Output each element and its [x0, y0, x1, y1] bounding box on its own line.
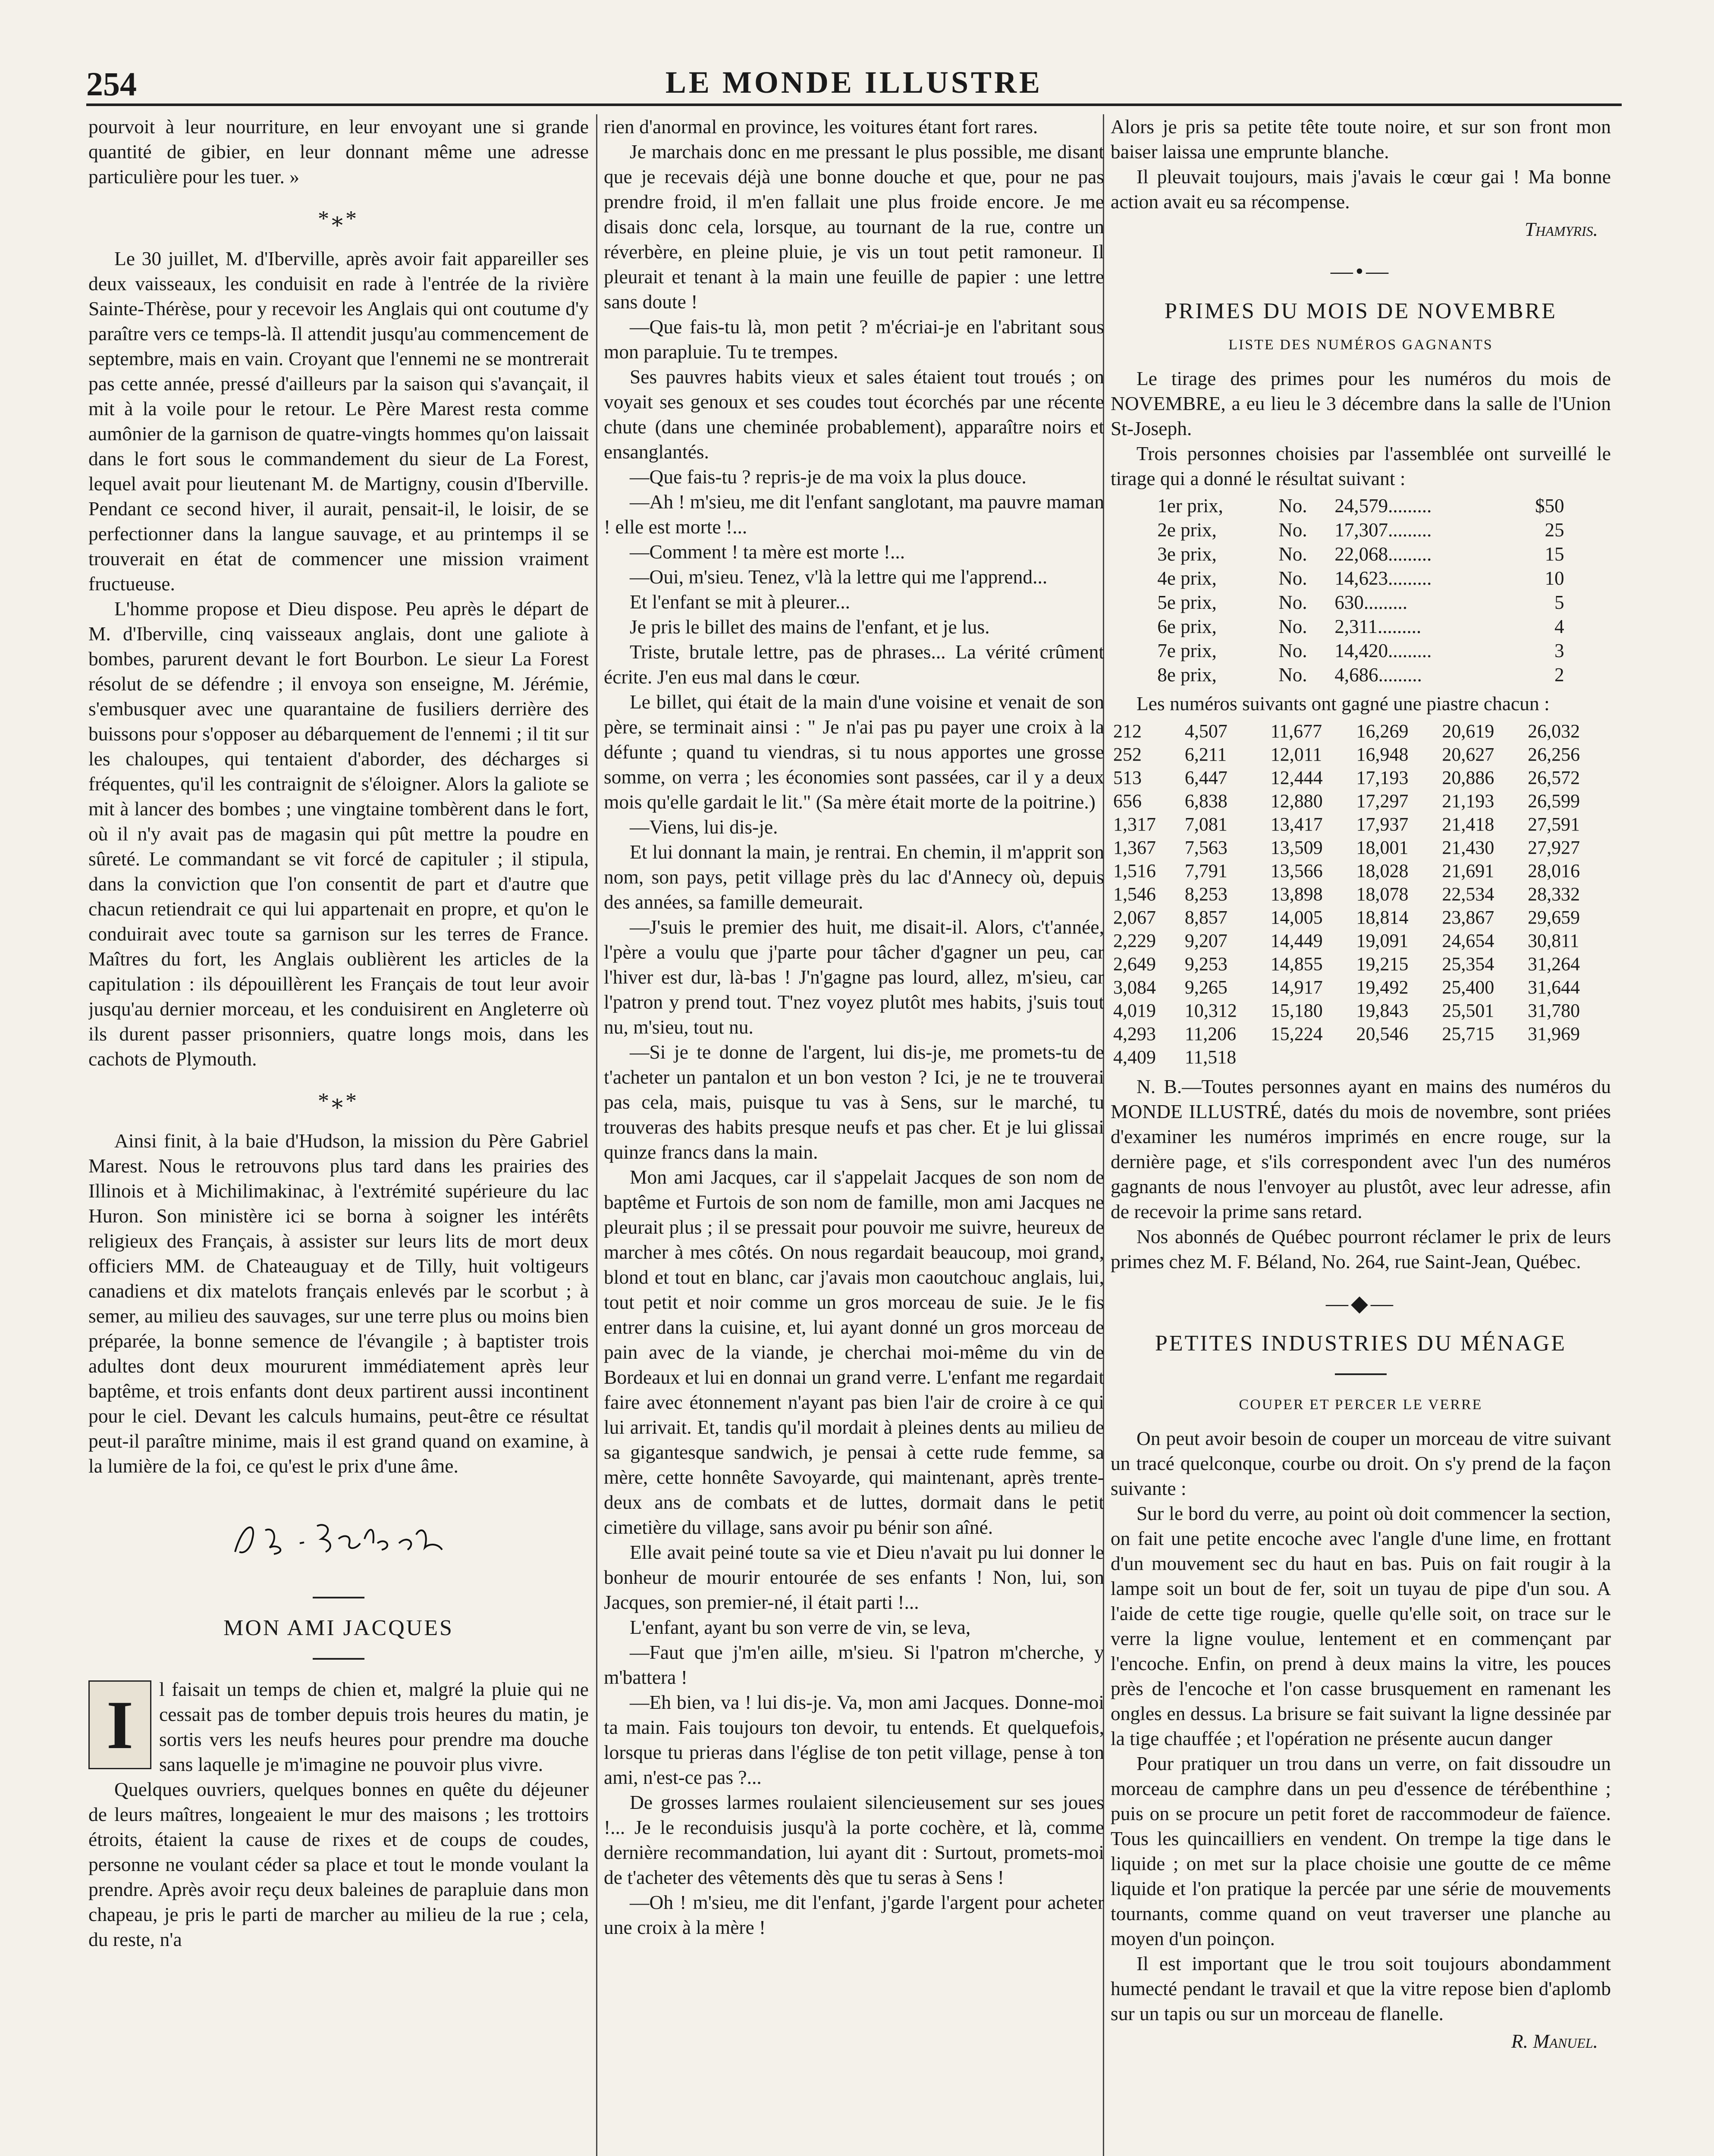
numbers-row — [1111, 813, 1611, 836]
divider — [313, 1597, 364, 1598]
winning-number: 23,867 — [1442, 907, 1494, 928]
prize-amount: 5 — [1554, 592, 1564, 613]
primes-title: PRIMES DU MOIS DE NOVEMBRE — [1164, 299, 1557, 323]
winning-number: 2,229 — [1113, 930, 1156, 951]
paragraph: Je pris le billet des mains de l'enfant, et je lus. — [630, 616, 990, 638]
winning-number: 19,215 — [1356, 953, 1409, 975]
prize-rank: 3e prix, — [1157, 543, 1217, 565]
winning-number: 6,447 — [1184, 767, 1227, 788]
paragraph: Je marchais donc en me pressant le plus possible, me disant que je recevais déjà une bonne douche et que, pour ne pas prendre froid, il m'en fallait une plus froide encore. Je me disais donc cela, lorsque, au tournant de la rue, contre un réverbère, en pleine pluie, je vis un tout petit ramoneur. Il pleurait et tenant à la main une feuille de papier : une lettre sans doute ! — [604, 141, 1104, 313]
winning-number: 20,546 — [1356, 1023, 1409, 1044]
winning-number: 4,507 — [1184, 721, 1227, 742]
winning-number: 12,011 — [1270, 744, 1322, 765]
page-number: 254 — [86, 65, 137, 103]
paragraph: Mon ami Jacques, car il s'appelait Jacques de son nom de baptême et Furtois de son nom de famille, mon ami Jacques ne pleurait plus ; il se pressait pour pouvoir me suivre, heureux de marcher à mes côtés. On nous regardait beaucoup, moi grand, blond et tout en blanc, car j'avais mon caoutchouc anglais, lui, tout petit et noir comme un gros morceau de suie. Je le fis entrer dans la cuisine, et, lui ayant donné un gros morceau de pain avec de la viande, je cherchai moi-même du vin de Bordeaux et lui en donnai un grand verre. L'enfant me regardait faire avec étonnement n'ayant pas bien l'air de croire à ce qui lui arrivait. Et, tandis qu'il mordait à pleines dents au milieu de sa gigantesque sandwich, je pensai à cette rude femme, sa mère, cette honnête Savoyarde, qui maintenant, après trente-deux ans de combats et de luttes, dormait dans le petit cimetière du village, sans avoir pu bénir son aîné. — [604, 1166, 1104, 1538]
winning-number: 17,193 — [1356, 767, 1409, 788]
winning-number — [1525, 1046, 1611, 1069]
winning-number: 27,927 — [1528, 837, 1580, 858]
winning-number: 20,886 — [1442, 767, 1494, 788]
prize-no-label: No. — [1278, 592, 1307, 613]
winning-number: 9,253 — [1184, 953, 1227, 975]
drop-cap — [88, 1680, 151, 1769]
winning-number: 24,654 — [1442, 930, 1494, 951]
paragraph: —Viens, lui dis-je. — [630, 816, 778, 838]
winning-number: 513 — [1113, 767, 1142, 788]
column-2 — [604, 114, 1104, 2156]
winning-number: 29,659 — [1528, 907, 1580, 928]
industries-title: PETITES INDUSTRIES DU MÉNAGE — [1155, 1331, 1567, 1356]
author-name: Thamyris. — [1525, 218, 1598, 240]
prize-row — [1155, 614, 1566, 639]
winning-number: 26,599 — [1528, 790, 1580, 812]
winning-numbers-table — [1111, 720, 1611, 1069]
page-header — [86, 52, 1622, 103]
prize-row — [1155, 663, 1566, 687]
signature-image — [226, 1513, 451, 1565]
winning-number: 18,028 — [1356, 860, 1409, 881]
numbers-row — [1111, 836, 1611, 859]
winning-number: 11,206 — [1184, 1023, 1237, 1044]
prize-amount: 2 — [1554, 664, 1564, 686]
winning-number — [1354, 1046, 1440, 1069]
prize-row — [1155, 518, 1566, 542]
prize-number: 2,311......... — [1334, 616, 1422, 637]
winning-number: 4,293 — [1113, 1023, 1156, 1044]
winning-number: 12,444 — [1270, 767, 1323, 788]
paragraph: Et lui donnant la main, je rentrai. En chemin, il m'apprit son nom, son pays, petit village près du lac d'Annecy où, depuis des années, sa famille demeurait. — [604, 841, 1104, 913]
paragraph: Triste, brutale lettre, pas de phrases... La vérité crûment écrite. J'en eus mal dans le cœur. — [604, 641, 1104, 688]
paragraph: l faisait un temps de chien et, malgré la pluie qui ne cessait pas de tomber depuis trois heures du matin, je sortis vers les neufs heures pour prendre ma douche sans laquelle je m'imagine ne pouvoir plus vivre. — [159, 1678, 589, 1775]
winning-number: 27,591 — [1528, 814, 1580, 835]
winning-number: 6,838 — [1184, 790, 1227, 812]
prize-row — [1155, 494, 1566, 518]
paragraph: —Faut que j'm'en aille, m'sieu. Si l'patron m'cherche, y m'battera ! — [604, 1641, 1104, 1688]
numbers-row — [1111, 790, 1611, 813]
winning-number: 26,032 — [1528, 721, 1580, 742]
winning-number: 26,572 — [1528, 767, 1580, 788]
winning-number: 16,269 — [1356, 721, 1409, 742]
prize-no-label: No. — [1278, 616, 1307, 637]
winning-number: 8,253 — [1184, 884, 1227, 905]
ornament-divider: —•— — [1330, 259, 1391, 284]
winning-number — [1439, 1046, 1525, 1069]
numbers-row — [1111, 720, 1611, 743]
winning-number: 14,855 — [1270, 953, 1323, 975]
winning-number: 14,449 — [1270, 930, 1323, 951]
winning-number: 28,332 — [1528, 884, 1580, 905]
winning-number: 1,546 — [1113, 884, 1156, 905]
winning-number: 31,969 — [1528, 1023, 1580, 1044]
winning-number: 16,948 — [1356, 744, 1409, 765]
paragraph: —Que fais-tu ? repris-je de ma voix la plus douce. — [630, 466, 1027, 488]
prize-number: 630......... — [1334, 592, 1408, 613]
winning-number: 7,563 — [1184, 837, 1227, 858]
winning-number: 7,791 — [1184, 860, 1227, 881]
drop-cap-letter: I — [106, 1686, 134, 1763]
paragraph: Elle avait peiné toute sa vie et Dieu n'avait pu lui donner le bonheur de mourir entourée de ses enfants ! Non, lui, son Jacques, son premier-né, il était parti !... — [604, 1541, 1104, 1613]
paragraph: L'homme propose et Dieu dispose. Peu après le départ de M. d'Iberville, cinq vaisseaux anglais, dont une galiote à bombes, parurent devant le fort Bourbon. Le sieur La Forest résolut de se défendre ; il envoya son enseigne, M. Jérémie, s'embusquer avec une quarantaine de fusiliers derrière des buissons pour s'opposer au débarquement de l'ennemi ; il tit sur les chaloupes, qui tentaient d'aborder, des décharges si fréquentes, qu'il les contraignit de s'éloigner. Alors la galiote se mit à lancer des bombes ; une vingtaine tombèrent dans le fort, où il n'y avait pas de magasin qui pût mettre la poudre en sûreté. Le commandant se vit forcé de capituler ; il stipula, dans la conviction que l'on consentit de part et d'autre que chacun retiendrait ce qui lui appartenait en propre, et qu'on le conduirait avec toute sa garnison sur les terres de France. Maîtres du fort, les Anglais oublièrent les articles de la capitulation : ils dépouillèrent les Français de tout leur avoir jusqu'au dernier morceau, et les conduisirent en Angleterre où ils durent passer prisonniers, quatre longs mois, dans les cachots de Plymouth. — [88, 598, 589, 1070]
handwritten-signature — [88, 1513, 589, 1571]
prize-rank: 1er prix, — [1157, 495, 1223, 517]
story-title: MON AMI JACQUES — [223, 1616, 454, 1640]
winning-number: 1,367 — [1113, 837, 1156, 858]
paragraph: Sur le bord du verre, au point où doit commencer la section, on fait une petite encoche avec l'angle d'une lime, en frottant d'un mouvement sec du haut en bas. Puis on fait rougir à la lampe soit un bout de fer, soit un tuyau de pipe d'un sou. A l'aide de cette tige rougie, quelle qu'elle soit, on trace sur le verre la ligne voulue, lentement et en commençant par l'encoche. Enfin, on prend à deux mains la vitre, les pouces près de l'encoche et l'on casse brusquement en ramenant les ongles en dessus. La brisure se fait suivant la ligne dessinée par la tige chauffée ; et l'opération ne présente aucun danger — [1111, 1502, 1611, 1749]
paragraph: Ainsi finit, à la baie d'Hudson, la mission du Père Gabriel Marest. Nous le retrouvons plus tard dans les prairies des Illinois et à Michilimakinac, à l'extrémité supérieure du lac Huron. Son ministère ici se borna à soigner les intérêts religieux des Français, à assister sur leurs lits de mort deux officiers MM. de Chateauguay et de Tilly, huit voltigeurs canadiens et dix matelots français enlevés par le scorbut ; à semer, au milieu des sauvages, sur une terre plus ou moins bien préparée, la bonne semence de l'évangile ; à baptister trois adultes dont deux moururent immédiatement après leur baptême, et trois enfants dont deux partirent aussi incontinent pour le ciel. Devant les calculs humains, peut-être ce résultat peut-il paraître minime, mais il est grand quand on examine, à la lumière de la foi, ce qu'est le prix d'une âme. — [88, 1130, 589, 1477]
winning-number: 31,644 — [1528, 977, 1580, 998]
prize-number: 14,420......... — [1334, 640, 1432, 661]
winning-number: 14,917 — [1270, 977, 1323, 998]
prize-number: 24,579......... — [1334, 495, 1432, 517]
prize-row — [1155, 590, 1566, 614]
header-rule — [86, 103, 1622, 106]
winning-number: 13,509 — [1270, 837, 1323, 858]
paragraph: Le tirage des primes pour les numéros du mois de NOVEMBRE, a eu lieu le 3 décembre dans la salle de l'Union St-Joseph. — [1111, 367, 1611, 439]
winning-number: 31,780 — [1528, 1000, 1580, 1021]
prize-amount: 4 — [1554, 616, 1564, 637]
winning-number: 13,566 — [1270, 860, 1323, 881]
winning-number: 11,518 — [1184, 1047, 1237, 1068]
prize-row — [1155, 542, 1566, 566]
winning-number: 22,534 — [1442, 884, 1494, 905]
winning-number: 18,078 — [1356, 884, 1409, 905]
prize-amount: 10 — [1544, 567, 1564, 589]
prize-row — [1155, 639, 1566, 663]
winning-number: 656 — [1113, 790, 1142, 812]
paragraph: Les numéros suivants ont gagné une piastre chacun : — [1136, 693, 1550, 714]
winning-number: 30,811 — [1528, 930, 1579, 951]
winning-number: 7,081 — [1184, 814, 1227, 835]
winning-number: 8,857 — [1184, 907, 1227, 928]
paragraph: On peut avoir besoin de couper un morceau de vitre suivant un tracé quelconque, courbe ou droit. On s'y prend de la façon suivante : — [1111, 1427, 1611, 1499]
paragraph: Nos abonnés de Québec pourront réclamer le prix de leurs primes chez M. F. Béland, No. 264, rue Saint-Jean, Québec. — [1111, 1225, 1611, 1272]
ornament-divider: —◆— — [1326, 1291, 1396, 1316]
column-divider — [596, 114, 597, 2156]
primes-subtitle: LISTE DES NUMÉROS GAGNANTS — [1228, 337, 1493, 353]
prize-number: 14,623......... — [1334, 567, 1432, 589]
paragraph: rien d'anormal en province, les voitures étant fort rares. — [604, 116, 1038, 138]
winning-number: 20,619 — [1442, 721, 1494, 742]
prize-number: 22,068......... — [1334, 543, 1432, 565]
winning-number: 25,400 — [1442, 977, 1494, 998]
numbers-row — [1111, 743, 1611, 766]
winning-number: 25,354 — [1442, 953, 1494, 975]
masthead: LE MONDE ILLUSTRE — [665, 65, 1043, 100]
prize-no-label: No. — [1278, 495, 1307, 517]
winning-number: 252 — [1113, 744, 1142, 765]
winning-number: 17,937 — [1356, 814, 1409, 835]
prize-row — [1155, 566, 1566, 590]
prize-number: 4,686......... — [1334, 664, 1422, 686]
winning-number: 31,264 — [1528, 953, 1580, 975]
winning-number: 17,297 — [1356, 790, 1409, 812]
paragraph: —Eh bien, va ! lui dis-je. Va, mon ami Jacques. Donne-moi ta main. Fais toujours ton devoir, tu entends. Et quelquefois, lorsque tu prieras dans l'église de ton petit village, pense à ton ami, n'est-ce pas ?... — [604, 1691, 1104, 1788]
winning-number: 4,019 — [1113, 1000, 1156, 1021]
winning-number: 19,492 — [1356, 977, 1409, 998]
prize-no-label: No. — [1278, 519, 1307, 541]
paragraph: De grosses larmes roulaient silencieusement sur ses joues !... Je le reconduisis jusqu'à la porte cochère, et là, comme dernière recommandation, lui ayant dit : Surtout, promets-moi de t'acheter des vêtements dès que tu seras à Sens ! — [604, 1791, 1104, 1888]
winning-number: 19,843 — [1356, 1000, 1409, 1021]
winning-number: 21,430 — [1442, 837, 1494, 858]
winning-number: 26,256 — [1528, 744, 1580, 765]
prize-amount: $50 — [1535, 495, 1564, 517]
paragraph: N. B.—Toutes personnes ayant en mains des numéros du MONDE ILLUSTRÉ, datés du mois de novembre, sont priées d'examiner les numéros imprimés en encre rouge, sur la dernière page, et s'ils correspondent avec l'un des numéros gagnants de nous l'envoyer au plustôt, avec leur adresse, afin de recevoir la prime sans retard. — [1111, 1075, 1611, 1222]
prize-amount: 3 — [1554, 640, 1564, 661]
paragraph: Ses pauvres habits vieux et sales étaient tout troués ; on voyait ses genoux et ses coudes tout écorchés par une récente chute (dans une cheminée probablement), apparaître noirs et ensanglantés. — [604, 366, 1104, 463]
divider — [313, 1658, 364, 1660]
asterism: *⁎* — [318, 207, 359, 231]
paragraph: Et l'enfant se mit à pleurer... — [630, 591, 851, 613]
winning-number: 20,627 — [1442, 744, 1494, 765]
paragraph: —Oui, m'sieu. Tenez, v'là la lettre qui me l'apprend... — [630, 566, 1048, 588]
paragraph: Il est important que le trou soit toujours abondamment humecté pendant le travail et que la vitre repose bien d'aplomb sur un tapis ou sur un morceau de flanelle. — [1111, 1952, 1611, 2024]
industries-subtitle: COUPER ET PERCER LE VERRE — [1239, 1397, 1483, 1413]
prize-amount: 15 — [1544, 543, 1564, 565]
winning-number: 21,691 — [1442, 860, 1494, 881]
numbers-row — [1111, 976, 1611, 999]
winning-number: 212 — [1113, 721, 1142, 742]
winning-number: 13,417 — [1270, 814, 1323, 835]
winning-number: 10,312 — [1184, 1000, 1237, 1021]
prize-no-label: No. — [1278, 567, 1307, 589]
prize-rank: 8e prix, — [1157, 664, 1217, 686]
winning-number: 25,715 — [1442, 1023, 1494, 1044]
paragraph: Il pleuvait toujours, mais j'avais le cœur gai ! Ma bonne action avait eu sa récompense. — [1111, 166, 1611, 213]
paragraph: Pour pratiquer un trou dans un verre, on fait dissoudre un morceau de camphre dans un peu d'essence de térébenthine ; puis on se procure un petit foret de raccommodeur de faïence. Tous les quincailliers en vendent. On trempe la tige dans le liquide ; on met sur la place choisie une goutte de ce même liquide et l'on pratique la percée par une série de mouvements tournants, comme quand on veut traverser une planche au moyen d'un poinçon. — [1111, 1752, 1611, 1949]
numbers-row — [1111, 999, 1611, 1022]
prize-rank: 2e prix, — [1157, 519, 1217, 541]
paragraph: Alors je pris sa petite tête toute noire, et sur son front mon baiser laissa une emprunte blanche. — [1111, 116, 1611, 163]
winning-number: 21,193 — [1442, 790, 1494, 812]
prize-number: 17,307......... — [1334, 519, 1432, 541]
winning-number: 9,207 — [1184, 930, 1227, 951]
prize-no-label: No. — [1278, 543, 1307, 565]
paragraph: pourvoit à leur nourriture, en leur envoyant une si grande quantité de gibier, en leur donnant même une adresse particulière pour les tuer. » — [88, 116, 589, 188]
paragraph: Quelques ouvriers, quelques bonnes en quête du déjeuner de leurs maîtres, longeaient le mur des maisons ; les trottoirs étroits, étaient la cause de rixes et de coups de coudes, personne ne voulant céder sa place et tout le monde voulant la prendre. Après avoir reçu deux baleines de parapluie dans mon chapeau, je pris le parti de marcher au milieu de la rue ; cela, du reste, n'a — [88, 1778, 589, 1950]
numbers-row — [1111, 766, 1611, 790]
prize-table — [1155, 494, 1566, 687]
numbers-row — [1111, 906, 1611, 929]
numbers-row — [1111, 883, 1611, 906]
winning-number: 12,880 — [1270, 790, 1323, 812]
winning-number — [1268, 1046, 1354, 1069]
prize-rank: 7e prix, — [1157, 640, 1217, 661]
winning-number: 3,084 — [1113, 977, 1156, 998]
divider — [1335, 1373, 1387, 1375]
paragraph: L'enfant, ayant bu son verre de vin, se leva, — [630, 1616, 971, 1638]
paragraph: —Ah ! m'sieu, me dit l'enfant sanglotant, ma pauvre maman ! elle est morte !... — [604, 491, 1104, 538]
winning-number: 28,016 — [1528, 860, 1580, 881]
paragraph: Le billet, qui était de la main d'une voisine et venait de son père, se terminait ainsi : " Je n'ai pas pu payer une croix à la défunte ; quand tu viendras, si tu nous apportes une grosse somme, on verra ; les économies sont passées, car il y a deux mois qu'elle gardait le lit." (Sa mère était morte de la poitrine.) — [604, 691, 1104, 813]
prize-no-label: No. — [1278, 640, 1307, 661]
winning-number: 2,067 — [1113, 907, 1156, 928]
winning-number: 1,516 — [1113, 860, 1156, 881]
winning-number: 21,418 — [1442, 814, 1494, 835]
winning-number: 18,001 — [1356, 837, 1409, 858]
winning-number: 9,265 — [1184, 977, 1227, 998]
numbers-row — [1111, 1046, 1611, 1069]
paragraph: —Comment ! ta mère est morte !... — [630, 541, 905, 563]
winning-number: 6,211 — [1184, 744, 1227, 765]
winning-number: 15,180 — [1270, 1000, 1323, 1021]
numbers-row — [1111, 859, 1611, 883]
prize-no-label: No. — [1278, 664, 1307, 686]
numbers-row — [1111, 929, 1611, 953]
numbers-row — [1111, 953, 1611, 976]
prize-amount: 25 — [1544, 519, 1564, 541]
winning-number: 1,317 — [1113, 814, 1156, 835]
column-3 — [1111, 114, 1611, 2156]
winning-number: 4,409 — [1113, 1047, 1156, 1068]
paragraph: —Si je te donne de l'argent, lui dis-je, me promets-tu de t'acheter un pantalon et un bon veston ? Ici, je ne te trouverai pas cela, mais, puisque tu vas à Sens, sur le marché, tu trouveras des habits presque neufs et pas cher. Et je lui glissai quinze francs dans la main. — [604, 1041, 1104, 1163]
column-1 — [88, 114, 589, 2156]
asterism: *⁎* — [318, 1089, 359, 1113]
paragraph: Trois personnes choisies par l'assemblée ont surveillé le tirage qui a donné le résultat suivant : — [1111, 442, 1611, 489]
prize-rank: 4e prix, — [1157, 567, 1217, 589]
winning-number: 14,005 — [1270, 907, 1323, 928]
winning-number: 11,677 — [1270, 721, 1322, 742]
author-name: R. Manuel. — [1511, 2030, 1598, 2052]
prize-rank: 6e prix, — [1157, 616, 1217, 637]
winning-number: 15,224 — [1270, 1023, 1323, 1044]
winning-number: 25,501 — [1442, 1000, 1494, 1021]
winning-number: 2,649 — [1113, 953, 1156, 975]
numbers-row — [1111, 1022, 1611, 1046]
winning-number: 13,898 — [1270, 884, 1323, 905]
paragraph: —J'suis le premier des huit, me disait-il. Alors, c't'année, l'père a voulu que j'parte pour tâcher d'gagner un peu, car l'hiver est dur, là-bas ! J'n'gagne pas lourd, allez, m'sieu, car l'patron y prend tout. T'nez voyez plutôt mes habits, j'suis tout nu, m'sieu, tout nu. — [604, 916, 1104, 1038]
paragraph: Le 30 juillet, M. d'Iberville, après avoir fait appareiller ses deux vaisseaux, les conduisit en rade à l'entrée de la rivière Sainte-Thérèse, pour y recevoir les Anglais qui ont coutume d'y paraître vers ce temps-là. Il attendit jusqu'au commencement de septembre, mais en vain. Croyant que l'ennemi ne se montrerait pas cette année, pressé d'ailleurs par la saison qui s'avançait, il mit à la voile pour le retour. Le Père Marest resta comme aumônier de la garnison de quatre-vingts hommes qu'on laissait dans le fort sous le commandement du sieur de La Forest, lequel avait pour lieutenant M. de Martigny, cousin d'Iberville. Pendant ce second hiver, il aurait, pensait-il, le loisir, de se perfectionner dans la langue sauvage, et au printemps il se trouverait en état de commencer une mission vraiment fructueuse. — [88, 248, 589, 595]
winning-number: 19,091 — [1356, 930, 1409, 951]
winning-number: 18,814 — [1356, 907, 1409, 928]
paragraph: —Que fais-tu là, mon petit ? m'écriai-je en l'abritant sous mon parapluie. Tu te trempes. — [604, 316, 1104, 363]
paragraph: —Oh ! m'sieu, me dit l'enfant, j'garde l'argent pour acheter une croix à la mère ! — [604, 1891, 1104, 1938]
prize-rank: 5e prix, — [1157, 592, 1217, 613]
